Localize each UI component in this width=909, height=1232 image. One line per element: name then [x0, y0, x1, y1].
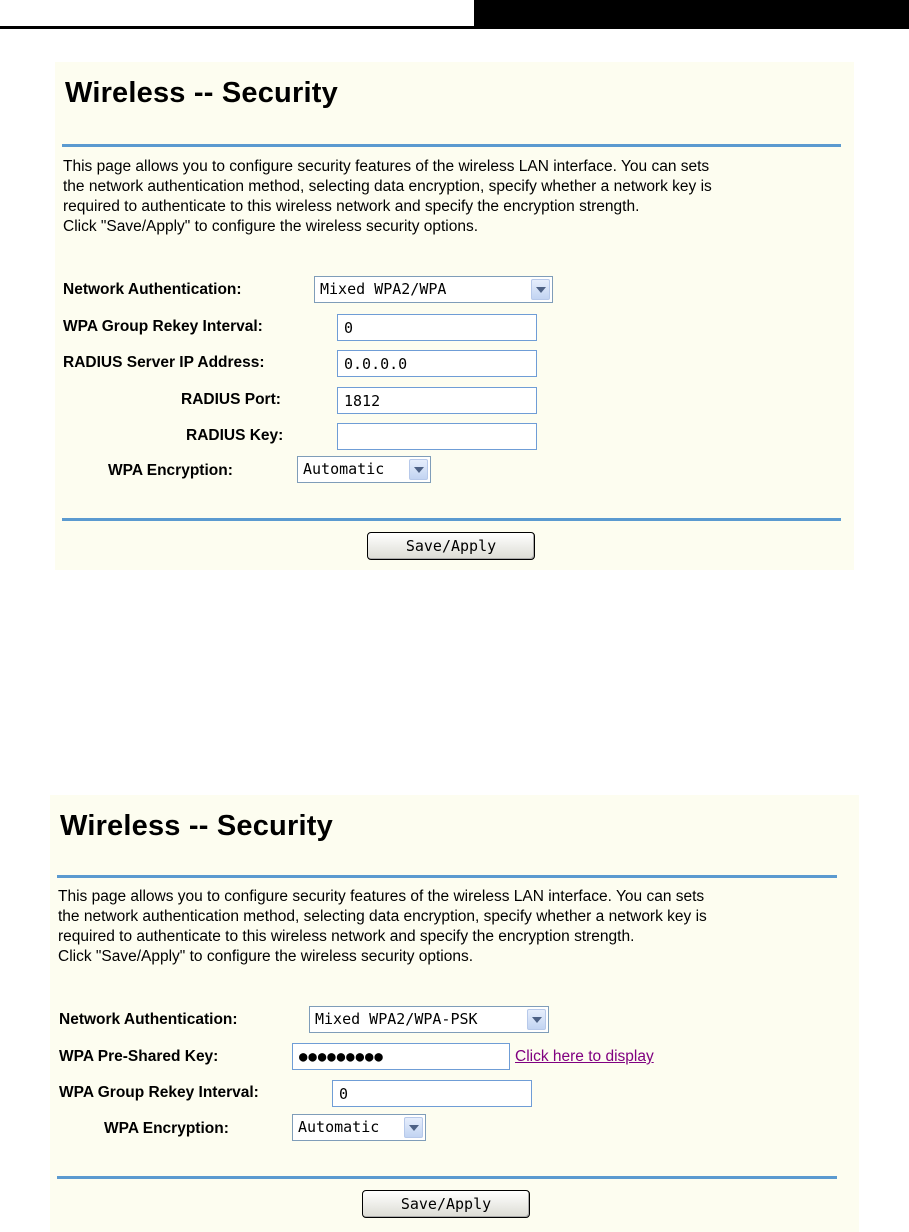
description-line: This page allows you to configure security features of the wireless LAN interface. You can sets: [58, 888, 705, 905]
footer-divider: [62, 518, 841, 521]
save-apply-button[interactable]: Save/Apply: [362, 1190, 530, 1218]
psk-label: WPA Pre-Shared Key:: [59, 1048, 219, 1065]
page-title: Wireless -- Security: [60, 810, 333, 842]
chevron-down-icon[interactable]: [409, 459, 428, 480]
description-line: Click "Save/Apply" to configure the wireless security options.: [58, 948, 474, 965]
chevron-down-icon[interactable]: [404, 1117, 423, 1138]
description-line: required to authenticate to this wireless network and specify the encryption strength.: [58, 928, 635, 945]
wireless-security-panel-psk: [50, 795, 859, 1232]
description-line: the network authentication method, selecting data encryption, specify whether a network key is: [63, 178, 712, 195]
description-line: required to authenticate to this wireless network and specify the encryption strength.: [63, 198, 640, 215]
save-apply-button[interactable]: Save/Apply: [367, 532, 535, 560]
header-divider: [0, 26, 909, 29]
rekey-input[interactable]: 0: [332, 1080, 532, 1107]
network-auth-label: Network Authentication:: [63, 281, 242, 298]
encryption-label: WPA Encryption:: [108, 462, 233, 479]
description-line: Click "Save/Apply" to configure the wireless security options.: [63, 218, 479, 235]
encryption-label: WPA Encryption:: [104, 1120, 229, 1137]
chevron-down-icon[interactable]: [527, 1009, 546, 1030]
rekey-input[interactable]: 0: [337, 314, 537, 341]
display-key-link[interactable]: Click here to display: [515, 1048, 654, 1065]
rekey-label: WPA Group Rekey Interval:: [63, 318, 263, 335]
wireless-security-panel-wpa: [55, 62, 854, 570]
title-divider: [62, 144, 841, 147]
encryption-value: Automatic: [298, 1118, 380, 1136]
network-auth-select[interactable]: [309, 1006, 549, 1033]
page-title: Wireless -- Security: [65, 77, 338, 109]
radius-ip-label: RADIUS Server IP Address:: [63, 354, 265, 371]
encryption-select[interactable]: [297, 456, 431, 483]
header-bar: [474, 0, 909, 26]
title-divider: [57, 875, 837, 878]
description: [58, 887, 848, 967]
radius-port-label: RADIUS Port:: [181, 391, 281, 408]
network-auth-value: Mixed WPA2/WPA: [320, 280, 447, 298]
description-line: the network authentication method, selecting data encryption, specify whether a network key is: [58, 908, 707, 925]
network-auth-value: Mixed WPA2/WPA-PSK: [315, 1010, 478, 1028]
encryption-value: Automatic: [303, 460, 385, 478]
network-auth-select[interactable]: [314, 276, 553, 303]
network-auth-label: Network Authentication:: [59, 1011, 238, 1028]
radius-ip-input[interactable]: 0.0.0.0: [337, 350, 537, 377]
chevron-down-icon[interactable]: [531, 279, 550, 300]
radius-key-input[interactable]: [337, 423, 537, 450]
description-line: This page allows you to configure security features of the wireless LAN interface. You can sets: [63, 158, 710, 175]
radius-key-label: RADIUS Key:: [186, 427, 284, 444]
psk-input[interactable]: ●●●●●●●●●: [292, 1043, 510, 1070]
encryption-select[interactable]: [292, 1114, 426, 1141]
radius-port-input[interactable]: 1812: [337, 387, 537, 414]
footer-divider: [57, 1176, 837, 1179]
rekey-label: WPA Group Rekey Interval:: [59, 1084, 259, 1101]
description: [63, 157, 853, 237]
